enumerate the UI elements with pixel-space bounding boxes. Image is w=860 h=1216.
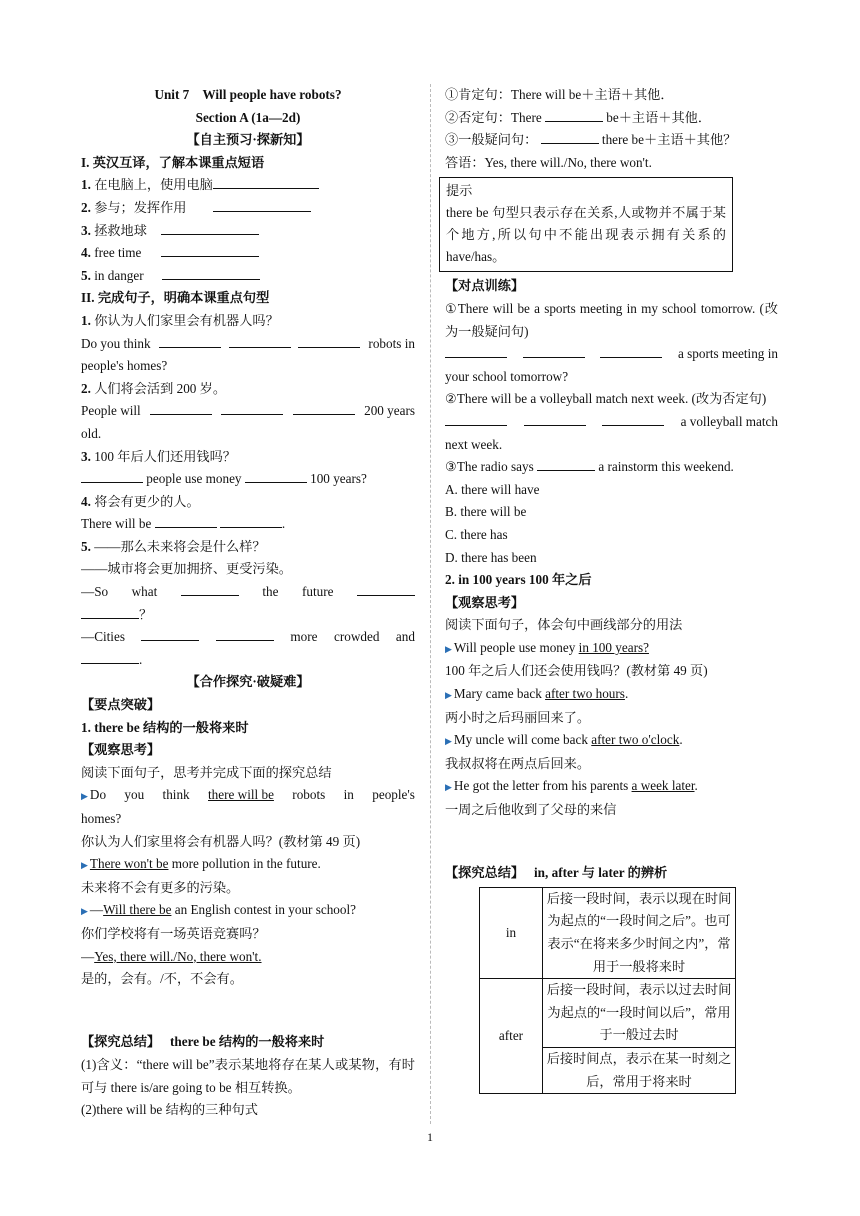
- question-5-en: —So what the future: [81, 581, 415, 604]
- practice-1-cont: your school tomorrow?: [445, 368, 569, 384]
- form-negative: ②否定句：There be＋主语＋其他．: [445, 107, 778, 130]
- example-2-cn: 未来将不会有更多的污染。: [81, 879, 240, 895]
- answer-blank[interactable]: [81, 649, 139, 664]
- table-cell-after-desc-2: 后接时间点，表示在某一时刻之后，常用于将来时: [543, 1047, 736, 1093]
- answer-blank[interactable]: [445, 411, 507, 426]
- triangle-icon: ▶: [445, 690, 452, 701]
- sentence-4-cn: 一周之后他收到了父母的来信: [445, 802, 617, 818]
- sentence-3: ▶ My uncle will come back after two o'clock.: [445, 732, 683, 748]
- question-4-en: There will be .: [81, 513, 415, 536]
- unit-title: Unit 7 Will people have robots?: [154, 87, 342, 102]
- triangle-icon: ▶: [445, 643, 452, 654]
- page-number: 1: [427, 1130, 433, 1144]
- left-column: [81, 84, 415, 1122]
- table-cell-in-desc: 后接一段时间，表示以现在时间为起点的“一段时间之后”。也可表示“在将来多少时间之内”，常用于一般将来时: [543, 887, 736, 978]
- summary-1-forms: (2)there will be 结构的三种句式: [81, 1102, 258, 1118]
- question-3-en: people use money 100 years?: [81, 468, 415, 491]
- form-question: ③一般疑问句： there be＋主语＋其他？: [445, 129, 778, 152]
- sentence-1: ▶ Will people use money in 100 years?: [445, 639, 649, 655]
- observe-header: 【观察思考】: [81, 742, 161, 758]
- practice-1-answer: a sports meeting in: [445, 343, 778, 366]
- answer-blank[interactable]: [213, 197, 311, 212]
- form-affirmative: ①肯定句：There will be＋主语＋其他．: [445, 87, 674, 102]
- example-1: ▶ Do you think there will be robots in people's: [81, 787, 415, 803]
- answer-blank[interactable]: [220, 513, 282, 528]
- answer-blank[interactable]: [81, 468, 143, 483]
- answer-blank[interactable]: [445, 343, 507, 358]
- answer-blank[interactable]: [181, 581, 239, 596]
- answer-blank[interactable]: [602, 411, 664, 426]
- coop-header: 【合作探究·破疑难】: [186, 674, 310, 690]
- answer-blank[interactable]: [159, 333, 221, 348]
- sentence-1-cn: 100 年之后人们还会使用钱吗？(教材第 49 页): [445, 663, 708, 679]
- example-3-cn: 你们学校将有一场英语竞赛吗？: [81, 925, 266, 941]
- tip-box: [439, 177, 733, 272]
- sentence-4: ▶ He got the letter from his parents a week later.: [445, 778, 698, 794]
- table-row: [480, 887, 736, 978]
- sentence-3-cn: 我叔叔将在两点后回来。: [445, 755, 591, 771]
- practice-header: 【对点训练】: [445, 278, 525, 294]
- question-5-en-2: —Cities more crowded and: [81, 626, 415, 649]
- sentence-2-cn: 两小时之后玛丽回来了。: [445, 709, 591, 725]
- comparison-table: [479, 887, 736, 1094]
- question-5-cn: 5. ——那么未来将会是什么样？: [81, 538, 266, 554]
- practice-2: ②There will be a volleyball match next week. (改为否定句): [445, 391, 767, 407]
- section-title: Section A (1a—2d): [195, 109, 301, 125]
- tip-text: there be 句型只表示存在关系,人或物并不属于某个地方,所以句中不能出现表示拥有关系的 have/has。: [446, 205, 726, 265]
- question-5-en-cont: ？: [81, 604, 415, 627]
- answer-blank[interactable]: [523, 343, 585, 358]
- answer-blank[interactable]: [229, 333, 291, 348]
- answer-blank[interactable]: [357, 581, 415, 596]
- option-d[interactable]: D. there has been: [445, 549, 537, 565]
- observe-header-2: 【观察思考】: [445, 594, 525, 610]
- question-5-cn-2: ——城市将会更加拥挤、更受污染。: [81, 561, 292, 577]
- option-c[interactable]: C. there has: [445, 526, 508, 542]
- answer-blank[interactable]: [221, 400, 283, 415]
- answer-blank[interactable]: [541, 129, 599, 144]
- observe-instruction-2: 阅读下面句子，体会句中画线部分的用法: [445, 617, 683, 633]
- point1-title: 1. there be 结构的一般将来时: [81, 719, 249, 735]
- question-2-en: People will 200 years: [81, 400, 415, 423]
- answer-blank[interactable]: [150, 400, 212, 415]
- answer-blank[interactable]: [161, 242, 259, 257]
- summary-2-heading: 【探究总结】 in, after 与 later 的辨析: [445, 865, 668, 881]
- answer-blank[interactable]: [155, 513, 217, 528]
- triangle-icon: ▶: [81, 906, 88, 917]
- answer-blank[interactable]: [524, 411, 586, 426]
- question-1-en: Do you think robots in: [81, 333, 415, 356]
- table-cell-after: after: [480, 979, 543, 1094]
- practice-2-cont: next week.: [445, 436, 503, 452]
- option-a[interactable]: A. there will have: [445, 481, 540, 497]
- question-3-cn: 3. 100 年后人们还用钱吗？: [81, 448, 236, 464]
- answer-blank[interactable]: [162, 265, 260, 280]
- answer-blank[interactable]: [216, 626, 274, 641]
- summary-1-meaning: (1)含义：“there will be”表示某地将存在某人或某物，有时可与 there is/are going to be 相互转换。: [81, 1056, 415, 1095]
- question-4-cn: 4. 将会有更少的人。: [81, 493, 200, 509]
- table-cell-in: in: [480, 887, 543, 978]
- example-3-answer-cn: 是的，会有。/不，不会有。: [81, 971, 243, 987]
- practice-1: ①There will be a sports meeting in my school tomorrow. (改为一般疑问句): [445, 300, 778, 339]
- triangle-icon: ▶: [445, 782, 452, 793]
- summary-1-heading: 【探究总结】 there be 结构的一般将来时: [81, 1034, 325, 1050]
- table-cell-after-desc-1: 后接一段时间，表示以过去时间为起点的“一段时间以后”，常用于一般过去时: [543, 979, 736, 1048]
- preview-header: 【自主预习·探新知】: [186, 132, 310, 148]
- question-2-en-cont: old.: [81, 425, 102, 441]
- part1-title: I. 英汉互译，了解本课重点短语: [81, 154, 265, 170]
- answer-blank[interactable]: [141, 626, 199, 641]
- answer-blank[interactable]: [600, 343, 662, 358]
- question-2-cn: 2. 人们将会活到 200 岁。: [81, 380, 227, 396]
- example-1-cn: 你认为人们家里将会有机器人吗？(教材第 49 页): [81, 833, 361, 849]
- question-5-en-2-cont: .: [81, 649, 415, 672]
- answer-blank[interactable]: [545, 107, 603, 122]
- column-divider: [430, 84, 431, 1124]
- example-3: ▶ —Will there be an English contest in your school?: [81, 902, 357, 918]
- triangle-icon: ▶: [81, 860, 88, 871]
- answer-blank[interactable]: [161, 220, 259, 235]
- tip-title: 提示: [446, 183, 473, 199]
- example-1-cont: homes?: [81, 811, 122, 826]
- practice-3: ③The radio says a rainstorm this weekend.: [445, 456, 778, 479]
- answer-blank[interactable]: [293, 400, 355, 415]
- phrase-item: 2. 参与；发挥作用: [81, 197, 415, 220]
- sentence-2: ▶ Mary came back after two hours.: [445, 686, 629, 702]
- example-2: ▶ There won't be more pollution in the future.: [81, 856, 321, 872]
- option-b[interactable]: B. there will be: [445, 504, 527, 520]
- triangle-icon: ▶: [81, 791, 88, 802]
- example-3-answer: —Yes, there will./No, there won't.: [81, 948, 262, 964]
- phrase-item: 1. 在电脑上，使用电脑: [81, 174, 415, 197]
- phrase-item: 3. 拯救地球: [81, 220, 415, 243]
- part2-title: II. 完成句子，明确本课重点句型: [81, 290, 270, 306]
- form-answer: 答语：Yes, there will./No, there won't.: [445, 154, 652, 170]
- answer-blank[interactable]: [537, 456, 595, 471]
- table-row: [480, 979, 736, 1048]
- point2-title: 2. in 100 years 100 年之后: [445, 572, 592, 588]
- question-1-cn: 1. 你认为人们家里会有机器人吗？: [81, 312, 279, 328]
- answer-blank[interactable]: [245, 468, 307, 483]
- practice-2-answer: a volleyball match: [445, 411, 778, 434]
- phrase-item: 4. free time: [81, 242, 415, 265]
- phrase-item: 5. in danger: [81, 265, 415, 288]
- triangle-icon: ▶: [445, 736, 452, 747]
- right-column: [445, 84, 778, 1094]
- answer-blank[interactable]: [213, 174, 319, 189]
- question-1-en-cont: people's homes?: [81, 358, 168, 374]
- answer-blank[interactable]: [81, 604, 139, 619]
- observe-instruction: 阅读下面句子，思考并完成下面的探究总结: [81, 764, 332, 780]
- key-header: 【要点突破】: [81, 697, 161, 713]
- answer-blank[interactable]: [298, 333, 360, 348]
